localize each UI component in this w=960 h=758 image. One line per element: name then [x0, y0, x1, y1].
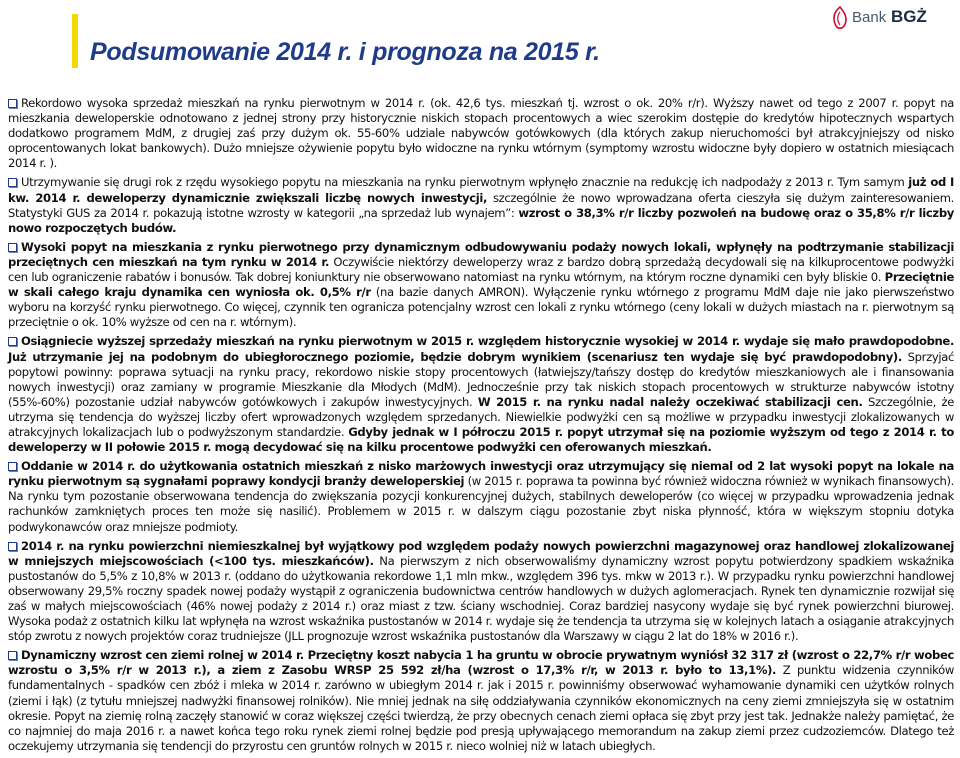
paragraph-bold-text: 2014 r. na rynku powierzchni niemieszkalnej był wyjątkowy pod względem podaży nowych powierzchni magazynowej oraz handlowej zlokalizowanej w mniejszych miejscowościach (<100 tys. mieszkańców).: [8, 538, 954, 568]
paragraph-bold-text: już od I kw. 2014 r. deweloperzy dynamicznie zwiększali liczbę nowych inwestycji,: [8, 175, 954, 205]
checkbox-bullet-icon: [8, 542, 17, 551]
summary-paragraph: [8, 459, 954, 534]
checkbox-bullet-icon: [8, 337, 17, 346]
paragraph-bold-text: Dynamiczny wzrost cen ziemi rolnej w 2014 r. Przeciętny koszt nabycia 1 ha gruntu w obrocie prywatnym wyniósł 32 317 zł (wzrost o 22,7% r/r wobec wzrostu o 3,5% r/r w 2013 r.), a ziem z Zasobu WRSP 25 592 zł/ha (wzrost o 17,3% r/r, w 2013 r. było to 13,1%).: [8, 648, 954, 678]
paragraph-bold-text: W 2015 r. na rynku nadal należy oczekiwać stabilizacji cen.: [477, 394, 863, 409]
paragraph-text: Oczywiście niektórzy deweloperzy wraz z bardzo dobrą sprzedażą decydowali się na kilkuprocentowe podwyżki cen lub ograniczenie rabatów i bonusów. Tak dobrej koniunktury nie obserwowano natomiast na rynku wtórnym, na którym roczne dynamiki cen były bliskie 0.: [8, 254, 954, 285]
paragraph-bold-text: Gdyby jednak w I półroczu 2015 r. popyt utrzymał się na poziomie wyższym od tego z 2014 r. to deweloperzy w II połowie 2015 r. mogą decydować się na kilku procentowe podwyżki cen oferowanych mieszkań.: [8, 424, 954, 455]
checkbox-bullet-icon: [8, 462, 17, 471]
paragraph-text: Sprzyjać popytowi powinny: poprawa sytuacji na rynku pracy, rekordowo niskie stopy procentowych (łatwiejszy/tańszy dostęp do kredytów mieszkaniowych ale i finansowania nowych inwestycji) oraz zamiany w programie Mieszkanie dla Młodych (MdM). Jednocześnie przy tak niskich stopach procentowych w strukturze nabywców istotny (55%-60%) pozostanie udział nabywców gotówkowych i zakupów inwestycyjnych.: [8, 349, 954, 409]
logo-text-bank: Bank: [852, 9, 887, 26]
paragraph-text: Rekordowo wysoka sprzedaż mieszkań na rynku pierwotnym w 2014 r. (ok. 42,6 tys. mieszkań tj. wzrost o ok. 20% r/r). Wyższy nawet od tego z 2007 r. popyt na mieszkania deweloperskie odnotowano z jednej strony przy historycznie niskich stopach procentowych a wiec szerokim dostępie do kredytów hipotecznych wspartych dodatkowo programem MdM, z drugiej zaś przy dużym ok. 55-60% udziale nabywców gotówkowych (dla których zakup nieruchomości był atrakcyjniejszy od nisko oprocentowanych lokat bankowych). Dużo mniejsze ożywienie popytu było widoczne na rynku wtórnym (symptomy wzrostu widoczne były dopiero w ostatnich miesiącach 2014 r. ).: [8, 96, 954, 171]
paragraph-bold-text: wzrost o 38,3% r/r liczby pozwoleń na budowę oraz o 35,8% r/r liczby nowo rozpoczętych budów.: [8, 205, 954, 235]
paragraph-bold-text: Wysoki popyt na mieszkania z rynku pierwotnego przy dynamicznym odbudowywaniu podaży nowych lokali, wpłynęły na podtrzymanie stabilizacji przeciętnych cen mieszkań na tym rynku w 2014 r.: [8, 239, 954, 269]
page-title: Podsumowanie 2014 r. i prognoza na 2015 r.: [90, 38, 600, 66]
paragraph-text: (na bazie danych AMRON). Wyłączenie rynku wtórnego z programu MdM daje nie jako pierwszeństwo wyboru na korzyść rynku pierwotnego. Co więcej, czynnik ten ogranicza potencjalny wzrost cen lokali z rynku wtórnego (ceny lokali w dużych miastach na r. pierwotnym są przeciętnie o ok. 10% wyższe od cen na r. wtórnym).: [8, 285, 954, 330]
summary-paragraph: [8, 539, 954, 645]
paragraph-text: (w 2015 r. poprawa ta powinna być również widoczna również w wynikach finansowych). Na rynku tym pozostanie obserwowana tendencja do zwiększania pozycji konkurencyjnej dużych, stabilnych deweloperów (co więcej w przypadku wprowadzenia jednak rachunków zamkniętych proces ten może się nasilić). Problemem w 2015 r. w dalszym ciągu pozostanie zbyt niska płynność, która w większym stopniu dotyka podwykonawców oraz mniejsze podmioty.: [8, 474, 954, 534]
paragraph-text: szczególnie że nowo wprowadzana oferta cieszyła się dużym zainteresowaniem. Statystyki GUS za 2014 r. pokazują istotne wzrosty w kategorii „na sprzedaż lub wynajem”:: [8, 190, 954, 220]
title-accent-bar: [72, 14, 78, 68]
summary-paragraph: [8, 334, 954, 455]
summary-paragraph: [8, 240, 954, 331]
checkbox-bullet-icon: [8, 243, 17, 252]
summary-paragraph: [8, 96, 954, 171]
summary-content: [8, 96, 954, 758]
summary-paragraph: [8, 648, 954, 754]
checkbox-bullet-icon: [8, 99, 17, 108]
paragraph-bold-text: Przeciętnie w skali całego kraju dynamika cen wyniosła ok. 0,5% r/r: [8, 270, 954, 300]
paragraph-text: Szczególnie, że utrzyma się tendencja do wyższej liczby ofert wprowadzonych względem sprzedanych. Niewielkie podwyżki cen są możliwe w przypadku inwestycji zlokalizowanych w atrakcyjnych lokalizacjach lub o podwyższonym standardzie.: [8, 394, 954, 439]
paragraph-bold-text: Oddanie w 2014 r. do użytkowania ostatnich mieszkań z nisko marżowych inwestycji oraz utrzymujący się niemal od 2 lat wysoki popyt na lokale na rynku pierwotnym są sygnałami poprawy kondycji branży deweloperskiej: [8, 459, 954, 489]
paragraph-text: Z punktu widzenia czynników fundamentalnych - spadków cen zbóż i mleka w 2014 r. zarówno w ubiegłym 2014 r. jak i 2015 r. powinniśmy obserwować wyhamowanie dynamiki cen użytków rolnych (ziemi i łąk) (z tytułu mniejszej nadwyżki finansowej rolników). Nie mniej jednak na siłę oddziaływania czynników ekonomicznych na ceny ziemi zmniejszyła się w ostatnim okresie. Popyt na ziemię rolną zaczęły stanowić w coraz większej części twierdzą, że przy obecnych cenach ziemi opłaca się zbyt przy jest tak. Jednakże należy pamiętać, że co najmniej do maja 2016 r. a nawet końca tego roku rynek ziemi rolnej będzie pod presją upływającego memorandum na zakup ziemi przez cudzoziemców. Dlatego też oczekujemy utrzymania się tendencji do przyrostu cen gruntów rolnych w 2015 r. nieco wolniej niż w latach ubiegłych.: [8, 663, 954, 753]
paragraph-text: Utrzymywanie się drugi rok z rzędu wysokiego popytu na mieszkania na rynku pierwotnym wpłynęło znacznie na redukcję ich nadpodaży z 2013 r. Tym samym: [21, 175, 909, 190]
checkbox-bullet-icon: [8, 651, 17, 660]
paragraph-bold-text: Osiągniecie wyższej sprzedaży mieszkań na rynku pierwotnym w 2015 r. względem historycznie wysokiej w 2014 r. wydaje się mało prawdopodobne. Już utrzymanie jej na podobnym do ubiegłorocznego poziomie, będzie dobrym wynikiem (scenariusz ten wydaje się być prawdopodobny).: [8, 334, 954, 364]
logo-text-bgz: BGŻ: [891, 7, 927, 26]
bank-logo: [830, 4, 960, 30]
summary-paragraph: [8, 175, 954, 235]
paragraph-text: Na pierwszym z nich obserwowaliśmy dynamiczny wzrost popytu potwierdzony spadkiem wskaźnika pustostanów do 5,5% z 10,8% w 2013 r. (oddano do użytkowania rekordowe 1,1 mln mkw., względem 396 tys. mkw w 2013 r.). W przypadku rynku powierzchni handlowej obserwowany 29,5% roczny spadek nowej podaży wystąpił z ograniczenia budownictwa centrów handlowych w dużych aglomeracjach. Rynek ten dynamicznie rozwijał się zaś w małych miejscowościach (46% nowej podaży z 2014 r.) oraz miast z tzw. ściany wschodniej. Coraz bardziej nasycony wydaje się być rynek powierzchni biurowej. Wysoka podaż z ostatnich kilku lat wpłynęła na wzrost wskaźnika pustostanów w 2014 r. wydaje się że tendencja ta utrzyma się w kolejnych latach a osiąganie atrakcyjnych stóp zwrotu z nowych projektów coraz trudniejsze (JLL prognozuje wzrost wskaźnika pustostanów dla Warszawy w ciągu 2 lat do 18% w 2016 r.).: [8, 553, 955, 644]
checkbox-bullet-icon: [8, 178, 17, 187]
bank-logo-icon: [830, 6, 850, 30]
